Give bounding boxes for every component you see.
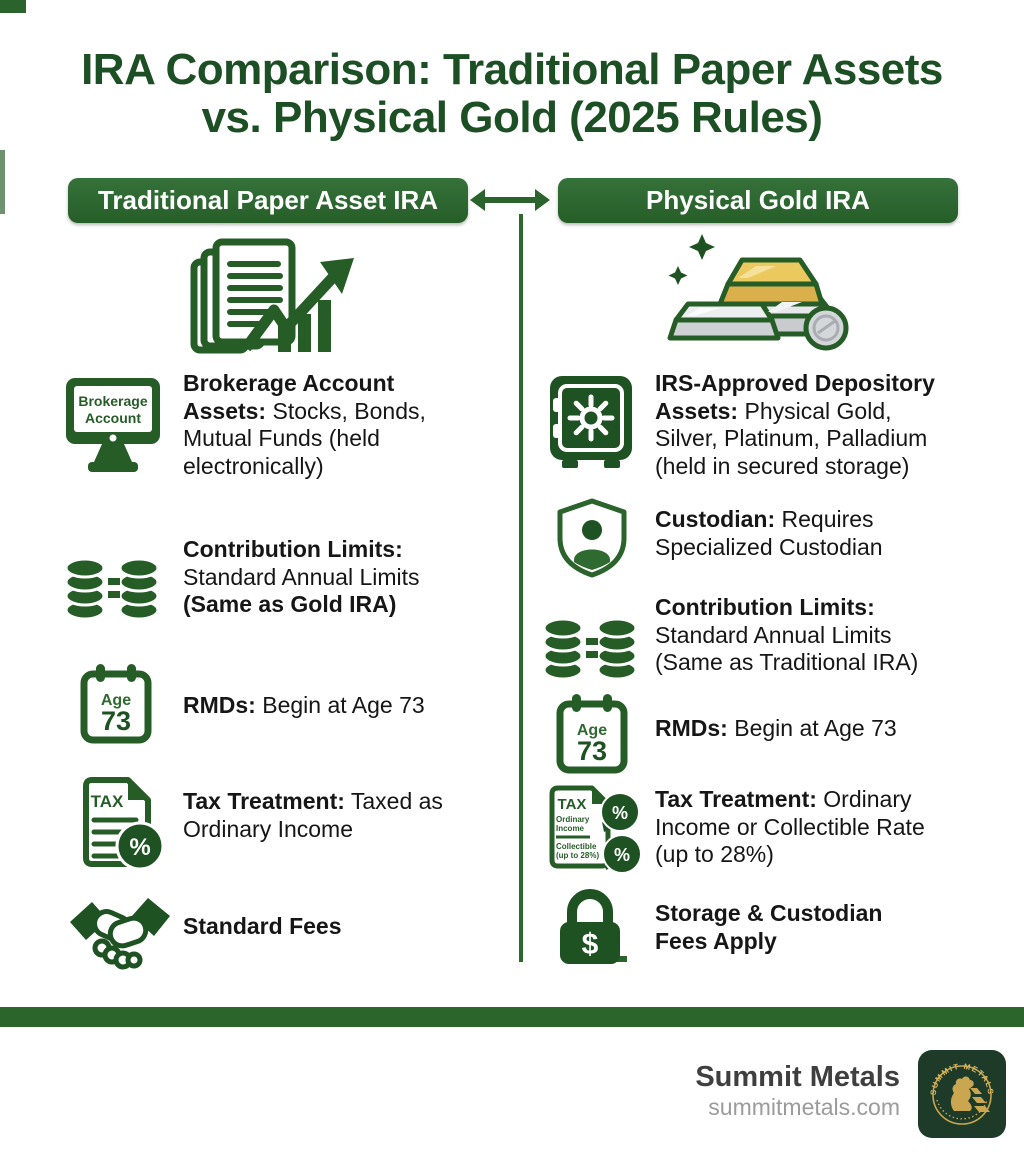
lock-dollar-symbol: $ — [581, 928, 599, 961]
tax-document-percent-icon — [76, 776, 168, 872]
calendar-age-value: 73 — [576, 736, 608, 766]
logo-emblem — [918, 1050, 1006, 1138]
right-row-assets — [655, 370, 955, 480]
right-assets-text: Physical Gold, Silver, Platinum, Palladium (held in secured storage) — [655, 397, 928, 479]
right-custodian-bold: Custodian: — [655, 506, 776, 532]
right-contribution-text: Standard Annual Limits (Same as Traditional IRA) — [655, 621, 919, 676]
right-row-fees — [655, 900, 890, 955]
footer-brand: Summit Metals — [695, 1061, 900, 1093]
bottom-divider-bar — [0, 1007, 1024, 1027]
tax-icon-percent: % — [129, 834, 151, 861]
left-contribution-bold: Contribution Limits: — [183, 536, 403, 562]
left-row-assets — [183, 370, 468, 480]
left-tax-bold: Tax Treatment: — [183, 788, 345, 814]
coin-stacks-equal-icon — [542, 600, 638, 684]
left-contribution-bold2: (Same as Gold IRA) — [183, 591, 397, 618]
lock-dollar-icon — [548, 886, 632, 968]
footer — [560, 1062, 900, 1121]
header-traditional-label: Traditional Paper Asset IRA — [97, 185, 439, 215]
right-row-contribution — [655, 594, 950, 677]
page-title-line1: IRA Comparison: Traditional Paper Assets — [81, 45, 943, 94]
documents-growth-chart-icon — [188, 236, 358, 356]
header-gold-label: Physical Gold IRA — [646, 185, 870, 215]
left-assets-text: Stocks, Bonds, Mutual Funds (held electronically) — [183, 397, 426, 479]
right-row-custodian — [655, 506, 955, 561]
page-title-line2: vs. Physical Gold (2025 Rules) — [201, 93, 823, 143]
left-fees-bold: Standard Fees — [183, 913, 342, 939]
left-contribution-text: Standard Annual Limits — [183, 563, 420, 590]
safe-vault-icon — [546, 374, 636, 470]
center-divider — [519, 214, 523, 962]
right-custodian-text: Requires Specialized Custodian — [655, 506, 883, 560]
edge-mark — [0, 150, 5, 214]
corner-mark — [0, 0, 26, 13]
right-row-rmds — [655, 715, 955, 743]
calendar-age-73-icon — [556, 692, 628, 776]
page-title — [0, 46, 1024, 143]
tax-icon-label: TAX — [557, 796, 587, 813]
tax-icon-label: TAX — [90, 792, 124, 811]
left-tax-text: Taxed as Ordinary Income — [183, 788, 443, 842]
right-assets-bold: IRS-Approved Depository Assets: — [655, 370, 935, 424]
tax-document-rates-icon — [544, 782, 644, 878]
tax-bubble-percent-2: % — [613, 845, 631, 865]
right-rmds-bold: RMDs: — [655, 715, 728, 741]
summit-metals-lion-logo — [918, 1050, 1006, 1138]
right-tax-text: Ordinary Income or Collectible Rate (up to 28%) — [655, 786, 925, 868]
left-row-contribution — [183, 536, 468, 619]
double-arrow-icon — [470, 186, 550, 214]
brokerage-monitor-icon — [62, 376, 164, 476]
tax-note-ordinary: Ordinary — [556, 815, 590, 824]
shield-custodian-icon — [554, 498, 630, 578]
left-row-tax — [183, 788, 468, 843]
right-contribution-bold: Contribution Limits: — [655, 594, 875, 620]
left-assets-bold: Brokerage Account Assets: — [183, 370, 395, 424]
tax-note-income: Income — [556, 824, 585, 833]
header-gold-ira — [558, 178, 958, 223]
calendar-age-value: 73 — [100, 706, 132, 736]
handshake-icon — [68, 892, 172, 976]
right-fees-bold: Storage & Custodian Fees Apply — [655, 900, 883, 954]
left-row-rmds — [183, 692, 468, 720]
gold-bars-coin-icon — [664, 232, 854, 354]
tax-note-collectible: Collectible — [556, 842, 597, 851]
right-rmds-text: Begin at Age 73 — [727, 715, 897, 741]
brokerage-icon-label-2: Account — [85, 410, 141, 426]
calendar-age-label: Age — [576, 722, 608, 739]
brokerage-icon-label-1: Brokerage — [78, 393, 148, 409]
right-row-tax — [655, 786, 955, 869]
logo-arc-text: SUMMIT METALS — [928, 1061, 996, 1096]
header-traditional-ira — [68, 178, 468, 223]
left-rmds-bold: RMDs: — [183, 692, 256, 718]
left-row-fees — [183, 913, 468, 941]
left-rmds-text: Begin at Age 73 — [255, 692, 425, 718]
calendar-age-label: Age — [100, 692, 132, 709]
right-tax-bold: Tax Treatment: — [655, 786, 817, 812]
calendar-age-73-icon — [80, 662, 152, 746]
tax-note-rate: (up to 28%) — [556, 851, 600, 860]
tax-bubble-percent-1: % — [611, 803, 629, 823]
coin-stacks-equal-icon — [64, 540, 160, 624]
footer-site: summitmetals.com — [708, 1093, 900, 1120]
